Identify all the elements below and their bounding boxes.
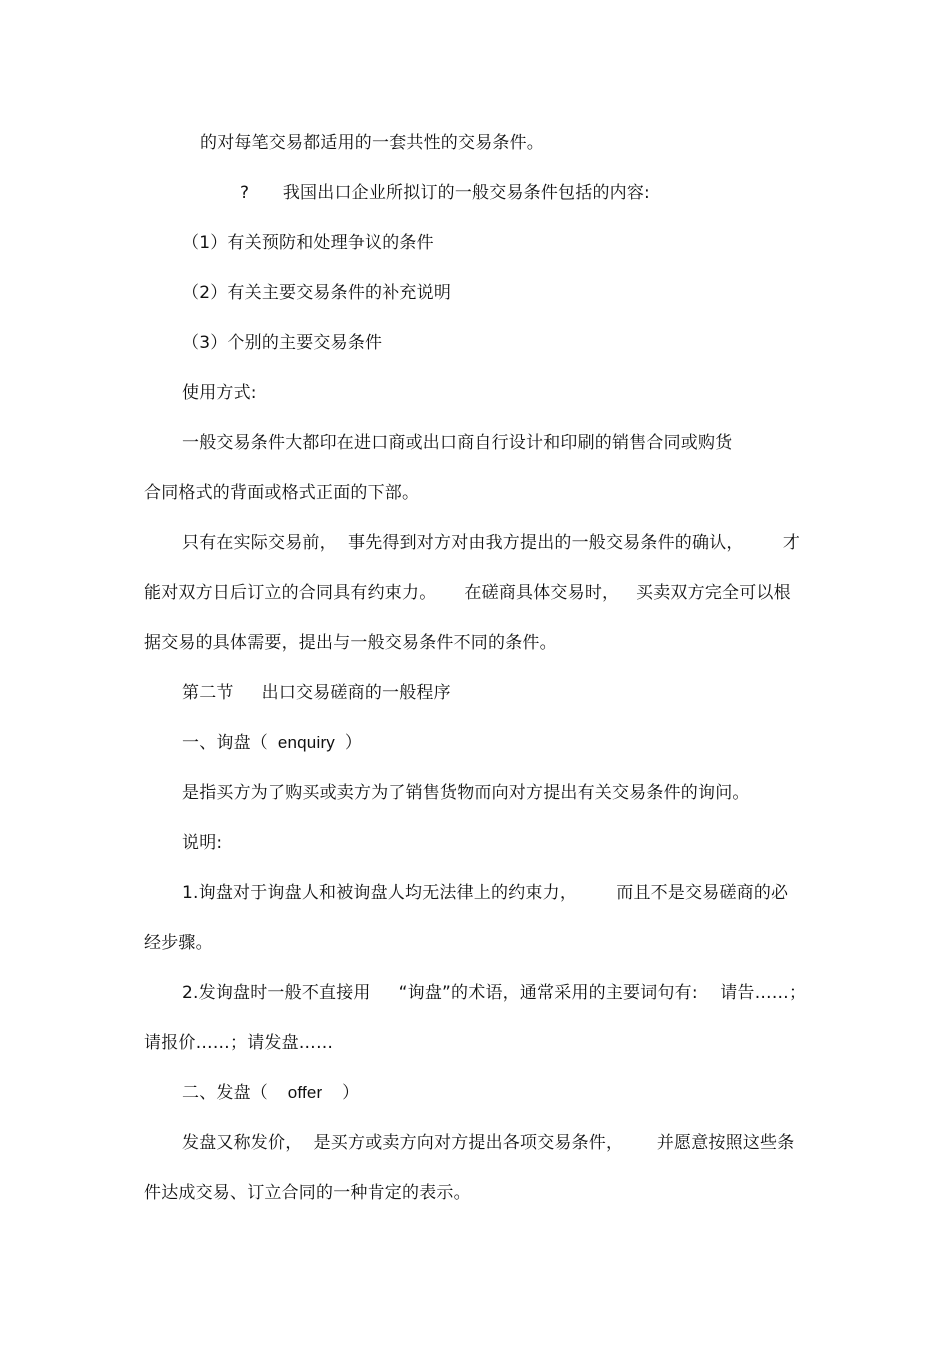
paragraph-line: 经步骤。 — [144, 933, 213, 953]
paragraph-line: 只有在实际交易前， 事先得到对方对由我方提出的一般交易条件的确认， 才 — [182, 533, 801, 553]
paragraph-line: 是指买方为了购买或卖方为了销售货物而向对方提出有关交易条件的询问。 — [182, 783, 750, 803]
section-heading: 第二节 出口交易磋商的一般程序 — [182, 683, 451, 703]
list-item: （1）有关预防和处理争议的条件 — [182, 233, 434, 253]
subsection-heading: 一、询盘（ enquiry ） — [182, 733, 363, 752]
paragraph-line: 据交易的具体需要，提出与一般交易条件不同的条件。 — [144, 633, 557, 653]
subsection-heading: 二、发盘（ offer ） — [182, 1083, 360, 1102]
list-item: （2）有关主要交易条件的补充说明 — [182, 283, 452, 303]
paragraph-line: 件达成交易、订立合同的一种肯定的表示。 — [144, 1183, 471, 1203]
label-line: 说明: — [182, 833, 223, 853]
paragraph-line: 一般交易条件大都印在进口商或出口商自行设计和印刷的销售合同或购货 — [182, 433, 733, 453]
paragraph-line: 请报价……；请发盘…… — [144, 1033, 334, 1053]
label-line: 使用方式: — [182, 383, 257, 403]
paragraph-line: 能对双方日后订立的合同具有约束力。 在磋商具体交易时， 买卖双方完全可以根 — [144, 583, 791, 603]
paragraph-line: 发盘又称发价， 是买方或卖方向对方提出各项交易条件， 并愿意按照这些条 — [182, 1133, 795, 1153]
list-item: （3）个别的主要交易条件 — [182, 333, 383, 353]
paragraph-line: 2.发询盘时一般不直接用 “询盘”的术语，通常采用的主要词句有: 请告……； — [182, 983, 807, 1003]
paragraph-line: 合同格式的背面或格式正面的下部。 — [144, 483, 420, 503]
paragraph-line: 1.询盘对于询盘人和被询盘人均无法律上的约束力， 而且不是交易磋商的必 — [182, 883, 789, 903]
text-line: 的对每笔交易都适用的一套共性的交易条件。 — [200, 133, 544, 153]
bullet-heading: ? 我国出口企业所拟订的一般交易条件包括的内容: — [240, 183, 650, 203]
